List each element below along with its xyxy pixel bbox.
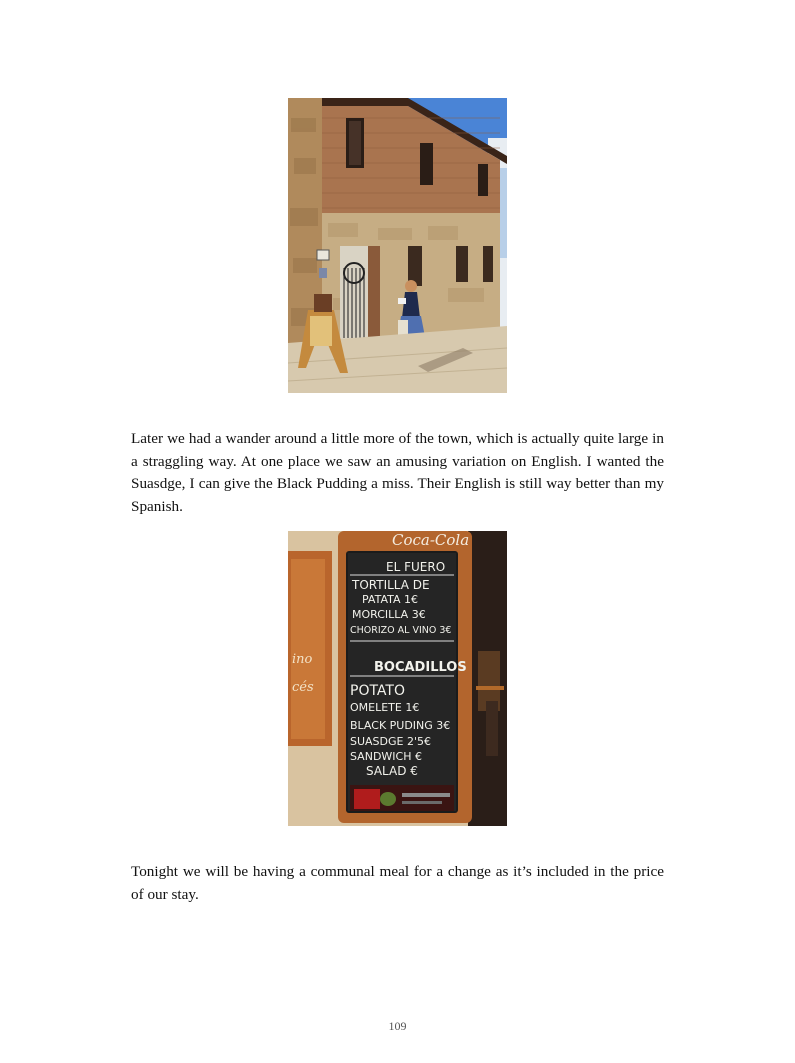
- svg-text:cés: cés: [292, 680, 314, 695]
- svg-text:PATATA 1€: PATATA 1€: [362, 593, 419, 606]
- svg-text:POTATO: POTATO: [350, 683, 405, 699]
- body-paragraph: Tonight we will be having a communal meal for a change as it’s included in the price of our stay.: [131, 863, 664, 903]
- svg-text:SUASDGE 2'5€: SUASDGE 2'5€: [350, 735, 432, 748]
- body-paragraph: Later we had a wander around a little more of the town, which is actually quite large in a straggling way. At one place we saw an amusing variation on English. I wanted the Suasdge, I can give the Black Pudding a miss. Their English is still way better than my Spanish.: [131, 430, 664, 515]
- coca-cola-logo: Coca-Cola: [392, 531, 470, 549]
- svg-text:SANDWICH €: SANDWICH €: [350, 750, 422, 763]
- svg-text:BLACK PUDING 3€: BLACK PUDING 3€: [350, 719, 451, 732]
- svg-text:MORCILLA 3€: MORCILLA 3€: [352, 608, 426, 621]
- page-number: 109: [388, 1019, 407, 1033]
- svg-text:SALAD €: SALAD €: [366, 764, 418, 778]
- menu-board-photo: [288, 531, 507, 826]
- svg-text:OMELETE 1€: OMELETE 1€: [350, 701, 420, 714]
- svg-text:BOCADILLOS: BOCADILLOS: [374, 660, 467, 675]
- svg-text:EL FUERO: EL FUERO: [386, 560, 446, 574]
- svg-text:TORTILLA DE: TORTILLA DE: [352, 578, 430, 592]
- menu-board-photo-graphic: [288, 531, 507, 826]
- svg-text:ino: ino: [292, 652, 313, 667]
- house-photo-graphic: [288, 98, 507, 393]
- house-photo: [288, 98, 507, 393]
- svg-text:CHORIZO AL VINO 3€: CHORIZO AL VINO 3€: [350, 625, 452, 636]
